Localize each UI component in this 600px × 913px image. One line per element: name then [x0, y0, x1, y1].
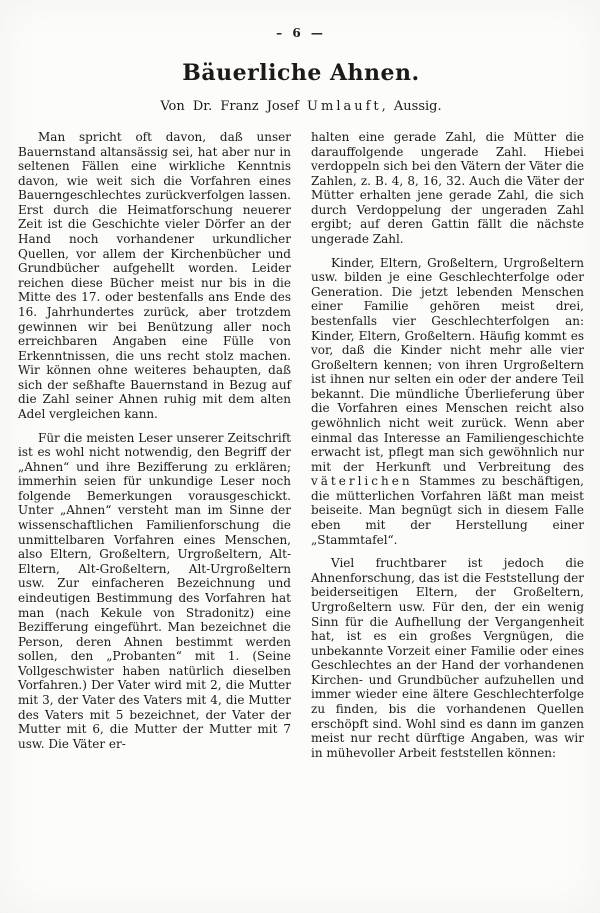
article-title: Bäuerliche Ahnen.	[182, 60, 420, 86]
paragraph: Viel fruchtbarer ist jedoch die Ahnenforschung, das ist die Feststellung der beiderseitigen Eltern, der Großeltern, Urgroßeltern usw. Für den, der ein wenig Sinn für die Aufhellung der Vergangenheit hat, ist es ein großes Vergnügen, die unbekannte Vorzeit einer Familie oder eines Geschlechtes an der Hand der vorhandenen Kirchen- und Grundbücher aufzuhellen und immer wieder eine ältere Geschlechterfolge zu finden, bis die vorhandenen Quellen erschöpft sind. Wohl sind es dann im ganzen meist nur recht dürftige Angaben, was wir in mühevoller Arbeit feststellen können:	[311, 556, 584, 760]
paragraph: Man spricht oft davon, daß unser Bauernstand altansässig sei, hat aber nur in seltenen Fällen eine wirkliche Kenntnis davon, wie weit sich die Vorfahren eines Bauerngeschlechtes zurückverfolgen lassen. Erst durch die Heimatforschung neuerer Zeit ist die Geschichte vieler Dörfer an der Hand noch vorhandener urkundlicher Quellen, vor allem der Kirchenbücher und Grundbücher aufgehellt worden. Leider reichen diese Bücher meist nur bis in die Mitte des 17. oder bestenfalls ans Ende des 16. Jahrhundertes zurück, aber trotzdem gewinnen wir bei Benützung aller noch erreichbaren Angaben eine Fülle von Erkenntnissen, die uns recht stolz machen. Wir können ohne weiteres behaupten, daß sich der seßhafte Bauernstand in Bezug auf die Zahl seiner Ahnen ruhig mit dem alten Adel vergleichen kann.	[18, 130, 291, 421]
page-number: – 6 —	[276, 26, 326, 40]
paragraph	[311, 256, 584, 548]
paragraph: Für die meisten Leser unserer Zeitschrift ist es wohl nicht notwendig, den Begriff der „Ahnen“ und ihre Bezifferung zu erklären; immerhin seien für unkundige Leser noch folgende Bemerkungen vorausgeschickt. Unter „Ahnen“ versteht man im Sinne der wissenschaftlichen Familienforschung die unmittelbaren Vorfahren eines Menschen, also Eltern, Großeltern, Urgroßeltern, Alt-Eltern, Alt-Großeltern, Alt-Urgroßeltern usw. Zur einfacheren Bezeichnung und eindeutigen Bestimmung des Vorfahren hat man (nach Kekule von Stradonitz) eine Bezifferung eingeführt. Man bezeichnet die Person, deren Ahnen bestimmt werden sollen, den „Probanten“ mit 1. (Seine Vollgeschwister haben natürlich dieselben Vorfahren.) Der Vater wird mit 2, die Mutter mit 3, der Vater des Vaters mit 4, die Mutter des Vaters mit 5 bezeichnet, der Vater der Mutter mit 6, die Mutter der Mutter mit 7 usw. Die Väter er-	[18, 430, 291, 751]
paragraph-segment: Stammes zu beschäftigen, die mütterlichen Vorfahren läßt man meist beiseite. Man begnügt sich in diesem Falle eben mit der Herstellung einer „Stammtafel“.	[311, 474, 584, 547]
text-columns	[18, 130, 584, 769]
byline-author-name: Umlauft	[307, 99, 382, 114]
paragraph-segment: Kinder, Eltern, Großeltern, Urgroßeltern usw. bilden je eine Geschlechterfolge oder Generation. Die jetzt lebenden Menschen einer Familie gehören meist drei, bestenfalls vier Geschlechterfolgen an: Kinder, Eltern, Großeltern. Häufig kommt es vor, daß die Kinder nicht mehr alle vier Großeltern kennen; von ihren Urgroßeltern ist ihnen nur selten ein oder der andere Teil bekannt. Die mündliche Überlieferung über die Vorfahren eines Menschen reicht also gewöhnlich nicht weit zurück. Wenn aber einmal das Interesse an Familiengeschichte erwacht ist, pflegt man sich gewöhnlich nur mit der Herkunft und Verbreitung des	[311, 255, 584, 474]
byline-suffix: , Aussig.	[381, 99, 442, 114]
left-column	[18, 130, 291, 769]
byline-prefix: Von Dr. Franz Josef	[160, 99, 308, 114]
paragraph: halten eine gerade Zahl, die Mütter die darauffolgende ungerade Zahl. Hiebei verdoppeln sich bei den Vätern der Väter die Zahlen, z. B. 4, 8, 16, 32. Auch die Väter der Mütter erhalten jene gerade Zahl, die sich durch Verdoppelung der ungeraden Zahl ergibt; auf deren Gattin fällt die nächste ungerade Zahl.	[311, 130, 584, 247]
byline	[18, 99, 584, 114]
right-column	[311, 130, 584, 769]
emphasized-word: väterlichen	[311, 474, 413, 489]
